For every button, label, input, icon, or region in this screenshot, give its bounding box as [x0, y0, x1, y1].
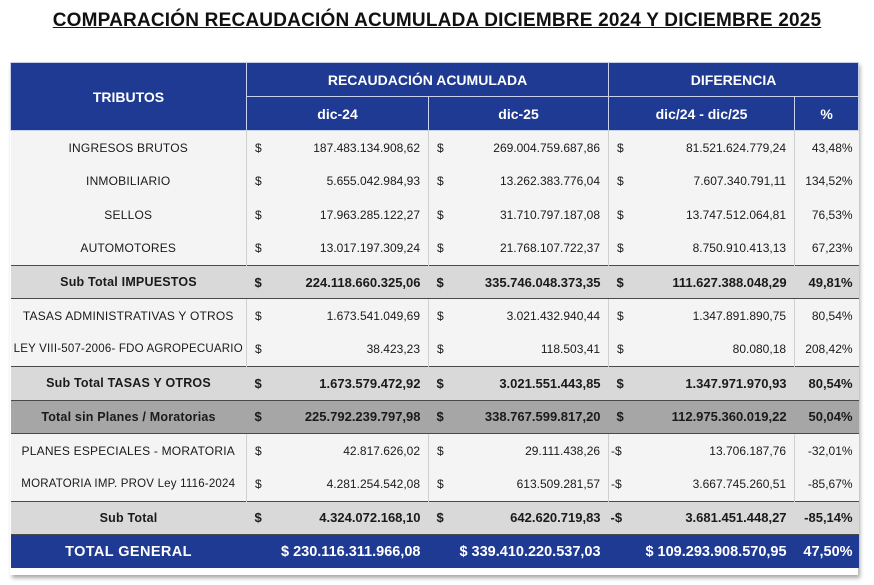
value-dic25: 642.620.719,83	[449, 501, 609, 535]
currency-symbol: $	[247, 501, 269, 535]
total-sin-planes-row	[11, 400, 859, 434]
tributo-name: SELLOS	[11, 198, 247, 232]
recaudacion-table-container	[10, 62, 858, 575]
currency-symbol: $	[429, 366, 449, 400]
currency-symbol: $	[609, 232, 629, 266]
value-pct: 67,23%	[795, 232, 859, 266]
currency-symbol: $	[429, 232, 449, 266]
currency-symbol: $	[247, 198, 269, 232]
value-diferencia: 111.627.388.048,29	[629, 265, 795, 299]
currency-symbol: $	[429, 467, 449, 501]
header-dic25: dic-25	[429, 97, 609, 131]
value-dic24: 4.324.072.168,10	[269, 501, 429, 535]
value-dic24: 4.281.254.542,08	[269, 467, 429, 501]
tributo-name: AUTOMOTORES	[11, 232, 247, 266]
currency-symbol: $	[429, 299, 449, 333]
value-dic24: 17.963.285.122,27	[269, 198, 429, 232]
value-diferencia: 112.975.360.019,22	[629, 400, 795, 434]
table-row	[11, 232, 859, 266]
value-dic24: 225.792.239.797,98	[269, 400, 429, 434]
table-row	[11, 131, 859, 165]
value-dic25: 31.710.797.187,08	[449, 198, 609, 232]
value-pct: 43,48%	[795, 131, 859, 165]
table-row	[11, 333, 859, 367]
table-row	[11, 434, 859, 468]
tributo-name: Sub Total TASAS Y OTROS	[11, 366, 247, 400]
currency-symbol: $	[247, 232, 269, 266]
value-dic25: 118.503,41	[449, 333, 609, 367]
currency-symbol: $	[429, 333, 449, 367]
currency-symbol: $	[247, 164, 269, 198]
value-pct: 49,81%	[795, 265, 859, 299]
value-dic24: 5.655.042.984,93	[269, 164, 429, 198]
currency-symbol: $	[609, 265, 629, 299]
tributo-name: INGRESOS BRUTOS	[11, 131, 247, 165]
value-dic25: 13.262.383.776,04	[449, 164, 609, 198]
currency-symbol: $	[247, 131, 269, 165]
total-dic24: $ 230.116.311.966,08	[247, 535, 429, 569]
currency-symbol: $	[429, 164, 449, 198]
tributo-name: MORATORIA IMP. PROV Ley 1116-2024	[11, 467, 247, 501]
currency-symbol: -$	[609, 501, 629, 535]
tributo-name: Sub Total	[11, 501, 247, 535]
recaudacion-table	[10, 62, 859, 568]
currency-symbol: -$	[609, 434, 629, 468]
value-pct: -85,14%	[795, 501, 859, 535]
tributo-name: LEY VIII-507-2006- FDO AGROPECUARIO	[11, 333, 247, 367]
currency-symbol: $	[429, 265, 449, 299]
value-pct: -32,01%	[795, 434, 859, 468]
currency-symbol: $	[429, 501, 449, 535]
value-diferencia: 3.667.745.260,51	[629, 467, 795, 501]
currency-symbol: $	[609, 333, 629, 367]
value-dic25: 269.004.759.687,86	[449, 131, 609, 165]
subtotal-row	[11, 366, 859, 400]
value-dic25: 29.111.438,26	[449, 434, 609, 468]
tributo-name: TASAS ADMINISTRATIVAS Y OTROS	[11, 299, 247, 333]
header-dif-label: dic/24 - dic/25	[609, 97, 795, 131]
currency-symbol: $	[429, 198, 449, 232]
value-dic24: 187.483.134.908,62	[269, 131, 429, 165]
currency-symbol: $	[247, 467, 269, 501]
value-dic24: 1.673.579.472,92	[269, 366, 429, 400]
total-pct: 47,50%	[795, 535, 859, 569]
value-pct: 208,42%	[795, 333, 859, 367]
value-dic24: 224.118.660.325,06	[269, 265, 429, 299]
value-pct: 134,52%	[795, 164, 859, 198]
header-dic24: dic-24	[247, 97, 429, 131]
table-row	[11, 299, 859, 333]
table-row	[11, 164, 859, 198]
total-general-label: TOTAL GENERAL	[11, 535, 247, 569]
value-pct: 80,54%	[795, 299, 859, 333]
page-title: COMPARACIÓN RECAUDACIÓN ACUMULADA DICIEMBRE 2024 Y DICIEMBRE 2025	[52, 10, 822, 31]
value-pct: 80,54%	[795, 366, 859, 400]
tributo-name: Sub Total IMPUESTOS	[11, 265, 247, 299]
currency-symbol: -$	[609, 467, 629, 501]
value-diferencia: 81.521.624.779,24	[629, 131, 795, 165]
currency-symbol: $	[247, 434, 269, 468]
value-dic24: 42.817.626,02	[269, 434, 429, 468]
value-dic25: 338.767.599.817,20	[449, 400, 609, 434]
currency-symbol: $	[429, 131, 449, 165]
currency-symbol: $	[609, 198, 629, 232]
value-dic25: 3.021.551.443,85	[449, 366, 609, 400]
value-dic24: 1.673.541.049,69	[269, 299, 429, 333]
value-pct: 76,53%	[795, 198, 859, 232]
value-diferencia: 13.747.512.064,81	[629, 198, 795, 232]
table-row	[11, 198, 859, 232]
currency-symbol: $	[247, 299, 269, 333]
subtotal-row	[11, 265, 859, 299]
currency-symbol: $	[609, 366, 629, 400]
currency-symbol: $	[247, 400, 269, 434]
tributo-name: PLANES ESPECIALES - MORATORIA	[11, 434, 247, 468]
header-tributos: TRIBUTOS	[11, 63, 247, 131]
total-general-row	[11, 535, 859, 569]
value-pct: 50,04%	[795, 400, 859, 434]
value-dic25: 3.021.432.940,44	[449, 299, 609, 333]
currency-symbol: $	[609, 400, 629, 434]
currency-symbol: $	[247, 265, 269, 299]
value-dic24: 13.017.197.309,24	[269, 232, 429, 266]
value-diferencia: 13.706.187,76	[629, 434, 795, 468]
currency-symbol: $	[247, 366, 269, 400]
value-diferencia: 1.347.971.970,93	[629, 366, 795, 400]
subtotal-row	[11, 501, 859, 535]
total-dic25: $ 339.410.220.537,03	[429, 535, 609, 569]
value-dic25: 613.509.281,57	[449, 467, 609, 501]
value-pct: -85,67%	[795, 467, 859, 501]
tributo-name: Total sin Planes / Moratorias	[11, 400, 247, 434]
value-diferencia: 8.750.910.413,13	[629, 232, 795, 266]
table-row	[11, 467, 859, 501]
currency-symbol: $	[609, 131, 629, 165]
tributo-name: INMOBILIARIO	[11, 164, 247, 198]
value-diferencia: 3.681.451.448,27	[629, 501, 795, 535]
currency-symbol: $	[429, 434, 449, 468]
currency-symbol: $	[247, 333, 269, 367]
value-dic24: 38.423,23	[269, 333, 429, 367]
value-diferencia: 80.080,18	[629, 333, 795, 367]
currency-symbol: $	[609, 299, 629, 333]
value-dic25: 335.746.048.373,35	[449, 265, 609, 299]
value-diferencia: 1.347.891.890,75	[629, 299, 795, 333]
header-recaudacion-acumulada: RECAUDACIÓN ACUMULADA	[247, 63, 609, 97]
value-diferencia: 7.607.340.791,11	[629, 164, 795, 198]
value-dic25: 21.768.107.722,37	[449, 232, 609, 266]
currency-symbol: $	[609, 164, 629, 198]
header-diferencia: DIFERENCIA	[609, 63, 859, 97]
currency-symbol: $	[429, 400, 449, 434]
header-pct: %	[795, 97, 859, 131]
total-diferencia: $ 109.293.908.570,95	[609, 535, 795, 569]
